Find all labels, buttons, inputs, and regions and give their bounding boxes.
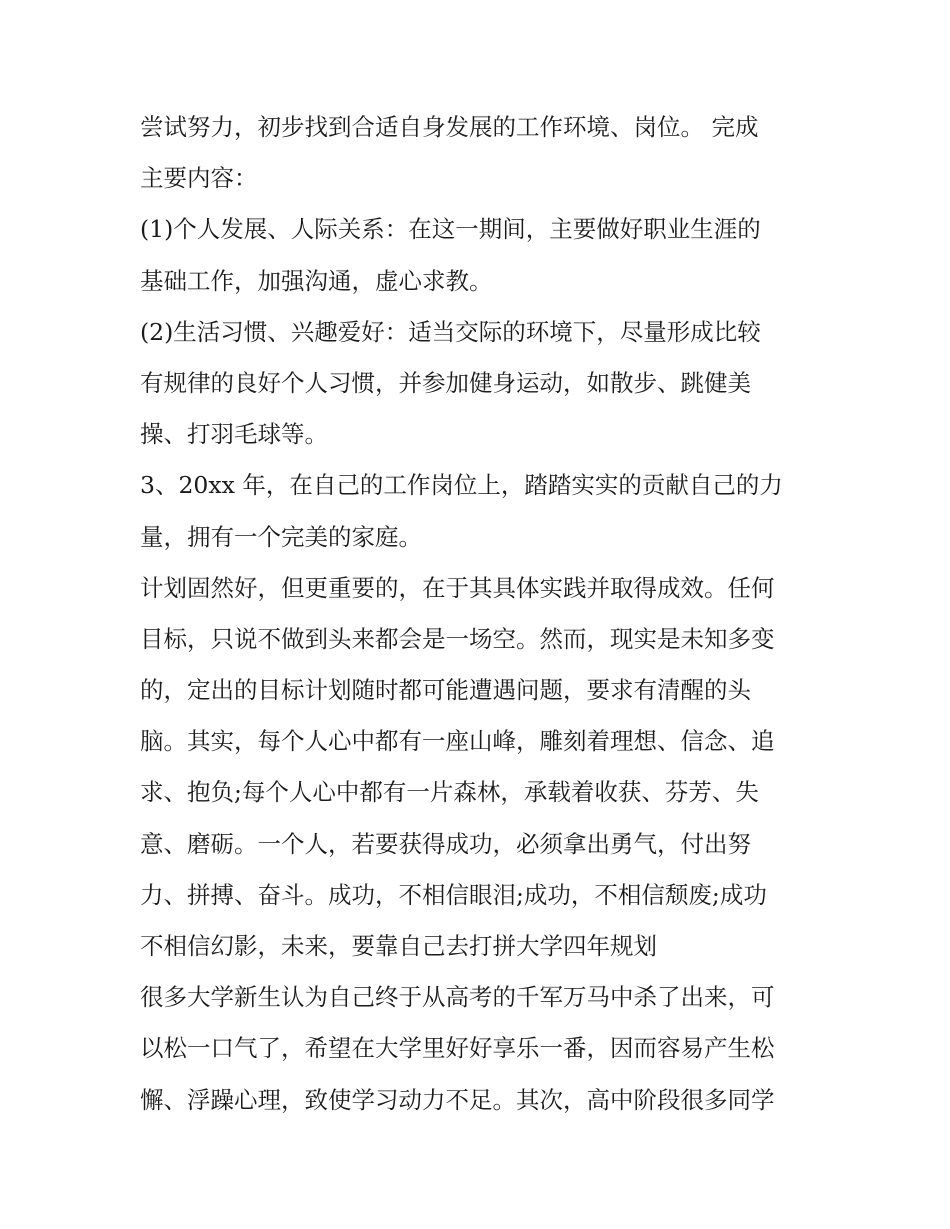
text-line: 主要内容： bbox=[140, 164, 258, 193]
text-line: 量，拥有一个完美的家庭。 bbox=[140, 522, 422, 551]
text-line: 3、20xx 年，在自己的工作岗位上，踏踏实实的贡献自己的力 bbox=[140, 471, 783, 500]
text-line: 操、打羽毛球等。 bbox=[140, 420, 328, 449]
text-line: 的，定出的目标计划随时都可能遭遇问题，要求有清醒的头 bbox=[140, 676, 751, 705]
text-line: 计划固然好，但更重要的，在于其具体实践并取得成效。任何 bbox=[140, 573, 775, 602]
text-line: 不相信幻影，未来，要靠自己去打拼大学四年规划 bbox=[140, 932, 657, 960]
text-line: 意、磨砺。一个人，若要获得成功，必须拿出勇气，付出努 bbox=[140, 829, 751, 858]
text-line: 有规律的良好个人习惯，并参加健身运动，如散步、跳健美 bbox=[140, 368, 751, 397]
text-line: 以松一口气了，希望在大学里好好享乐一番，因而容易产生松 bbox=[140, 1034, 775, 1063]
text-line: 目标，只说不做到头来都会是一场空。然而，现实是未知多变 bbox=[140, 624, 775, 653]
text-line: (1)个人发展、人际关系：在这一期间，主要做好职业生涯的 bbox=[140, 215, 761, 244]
text-line: 基础工作，加强沟通，虚心求教。 bbox=[140, 266, 493, 295]
text-line: 懈、浮躁心理，致使学习动力不足。其次，高中阶段很多同学 bbox=[140, 1085, 775, 1114]
text-line: 脑。其实，每个人心中都有一座山峰，雕刻着理想、信念、追 bbox=[140, 727, 775, 756]
text-line: 尝试努力，初步找到合适自身发展的工作环境、岗位。 完成 bbox=[140, 113, 759, 141]
text-line: 求、抱负;每个人心中都有一片森林，承载着收获、芬芳、失 bbox=[140, 778, 759, 807]
text-line: (2)生活习惯、兴趣爱好：适当交际的环境下，尽量形成比较 bbox=[140, 317, 761, 346]
text-line: 力、拼搏、奋斗。成功，不相信眼泪;成功，不相信颓废;成功 bbox=[140, 880, 767, 909]
document-body bbox=[140, 102, 820, 1126]
text-line: 很多大学新生认为自己终于从高考的千军万马中杀了出来，可 bbox=[140, 983, 775, 1012]
